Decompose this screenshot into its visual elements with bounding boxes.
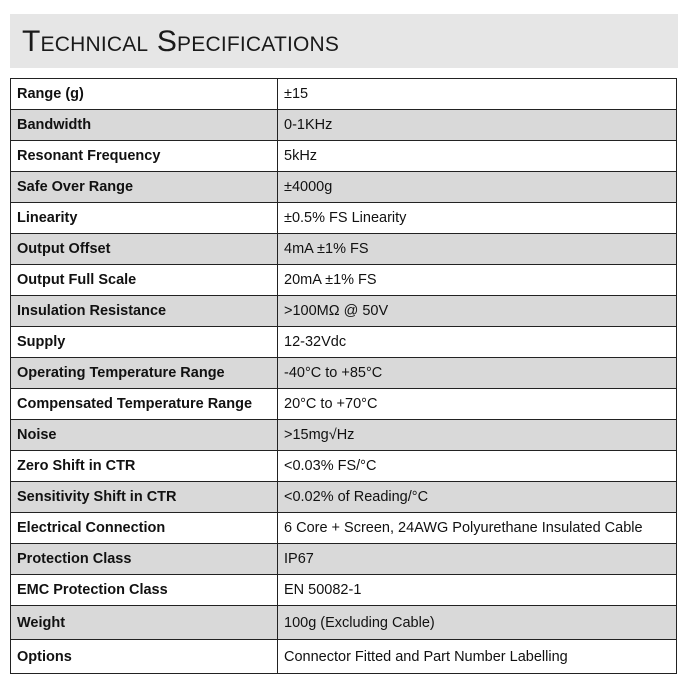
- spec-label: Compensated Temperature Range: [11, 389, 278, 420]
- section-title: Technical Specifications: [22, 25, 340, 58]
- spec-value: 0-1KHz: [278, 110, 677, 141]
- spec-row: [11, 296, 677, 327]
- spec-label: Output Offset: [11, 234, 278, 265]
- spec-label: Options: [11, 640, 278, 674]
- spec-value: 20°C to +70°C: [278, 389, 677, 420]
- spec-row: [11, 389, 677, 420]
- spec-row: [11, 451, 677, 482]
- specifications-table: [10, 78, 677, 674]
- spec-row: [11, 575, 677, 606]
- spec-row: [11, 420, 677, 451]
- spec-value: -40°C to +85°C: [278, 358, 677, 389]
- spec-row: [11, 640, 677, 674]
- spec-row: [11, 358, 677, 389]
- spec-label: Sensitivity Shift in CTR: [11, 482, 278, 513]
- spec-label: Zero Shift in CTR: [11, 451, 278, 482]
- spec-value: EN 50082-1: [278, 575, 677, 606]
- spec-row: [11, 234, 677, 265]
- spec-value: ±15: [278, 79, 677, 110]
- spec-value: IP67: [278, 544, 677, 575]
- spec-row: [11, 79, 677, 110]
- spec-value: <0.03% FS/°C: [278, 451, 677, 482]
- spec-value: 6 Core + Screen, 24AWG Polyurethane Insulated Cable: [278, 513, 677, 544]
- spec-label: Supply: [11, 327, 278, 358]
- spec-label: Noise: [11, 420, 278, 451]
- spec-label: Safe Over Range: [11, 172, 278, 203]
- spec-value: 12-32Vdc: [278, 327, 677, 358]
- spec-row: [11, 544, 677, 575]
- spec-label: Range (g): [11, 79, 278, 110]
- spec-value: 20mA ±1% FS: [278, 265, 677, 296]
- spec-label: Weight: [11, 606, 278, 640]
- spec-label: Protection Class: [11, 544, 278, 575]
- spec-row: [11, 110, 677, 141]
- spec-row: [11, 513, 677, 544]
- spec-label: Linearity: [11, 203, 278, 234]
- spec-row: [11, 327, 677, 358]
- spec-value: <0.02% of Reading/°C: [278, 482, 677, 513]
- spec-row: [11, 141, 677, 172]
- spec-value: ±0.5% FS Linearity: [278, 203, 677, 234]
- spec-label: Bandwidth: [11, 110, 278, 141]
- spec-value: >15mg√Hz: [278, 420, 677, 451]
- spec-value: ±4000g: [278, 172, 677, 203]
- spec-row: [11, 606, 677, 640]
- spec-label: Resonant Frequency: [11, 141, 278, 172]
- spec-label: Electrical Connection: [11, 513, 278, 544]
- spec-value: 4mA ±1% FS: [278, 234, 677, 265]
- spec-label: EMC Protection Class: [11, 575, 278, 606]
- spec-value: >100MΩ @ 50V: [278, 296, 677, 327]
- spec-value: Connector Fitted and Part Number Labelling: [278, 640, 677, 674]
- spec-value: 5kHz: [278, 141, 677, 172]
- section-header: [10, 14, 678, 68]
- spec-label: Insulation Resistance: [11, 296, 278, 327]
- spec-label: Output Full Scale: [11, 265, 278, 296]
- spec-row: [11, 203, 677, 234]
- spec-row: [11, 482, 677, 513]
- spec-label: Operating Temperature Range: [11, 358, 278, 389]
- spec-row: [11, 172, 677, 203]
- spec-row: [11, 265, 677, 296]
- spec-value: 100g (Excluding Cable): [278, 606, 677, 640]
